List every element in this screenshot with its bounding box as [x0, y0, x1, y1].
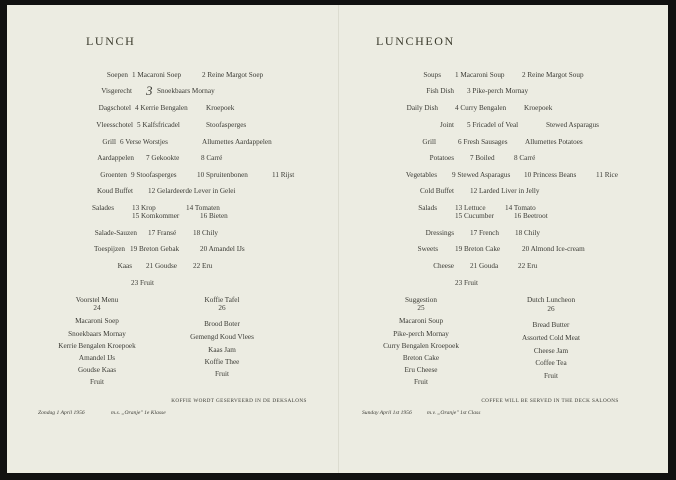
right-fruit: 23 Fruit: [455, 279, 478, 287]
right-row-item: 7 Boiled: [470, 154, 495, 162]
left-row-item: 14 Tomaten: [186, 204, 220, 212]
right-set1-item: Breton Cake: [402, 354, 440, 362]
left-row-item: 22 Eru: [193, 262, 213, 270]
right-row-label: Cheese: [433, 262, 454, 270]
left-row-item: Kroepoek: [206, 104, 235, 112]
left-row-item: 7 Gekookte: [146, 154, 180, 162]
left-row-label: Visgerecht: [101, 87, 132, 95]
right-row-item: 5 Fricadel of Veal: [467, 121, 519, 129]
left-set1-item: Snoekbaars Mornay: [68, 330, 126, 338]
right-row-item: 20 Almond Ice-cream: [522, 245, 585, 253]
right-row-item: 19 Breton Cake: [455, 245, 501, 253]
left-row-label: Salades: [92, 204, 114, 212]
left-row-item: Allumettes Aardappelen: [202, 138, 272, 146]
left-set1-number: 24: [93, 304, 101, 312]
left-set1-item: Fruit: [90, 378, 104, 386]
right-row-item: 14 Tomato: [505, 204, 536, 212]
left-row-item: 15 Komkommer: [132, 212, 180, 220]
left-row-item: 2 Reine Margot Soep: [202, 71, 264, 79]
right-set2-item: Coffee Tea: [535, 359, 567, 367]
left-footer-date: Zondag 1 April 1956: [38, 410, 85, 416]
left-set1-title: Voorstel Menu: [75, 296, 119, 304]
right-row-label: Sweets: [417, 245, 438, 253]
left-row-item: 13 Krop: [132, 204, 156, 212]
right-footer-date: Sunday April 1st 1956: [362, 410, 412, 416]
right-set2-item: Cheese Jam: [533, 347, 569, 355]
right-row-item: 1 Macaroni Soup: [455, 71, 505, 79]
left-fruit: 23 Fruit: [131, 279, 154, 287]
right-row-item: 10 Princess Beans: [524, 171, 577, 179]
right-set2-number: 26: [547, 305, 555, 313]
left-row-item: 4 Kerrie Bengalen: [135, 104, 188, 112]
right-row-item: 9 Stewed Asparagus: [452, 171, 511, 179]
right-set1-item: Eru Cheese: [404, 366, 438, 374]
left-row-label: Soepen: [106, 71, 128, 79]
right-row-label: Salads: [418, 204, 437, 212]
left-row-label: Dagschotel: [98, 104, 131, 112]
left-row-item: 19 Breton Gebak: [130, 245, 180, 253]
right-row-item: 13 Lettuce: [455, 204, 486, 212]
left-row-item: 5 Kalfsfricadel: [137, 121, 180, 129]
left-row-item: 10 Spruitenbonen: [197, 171, 248, 179]
right-row-label: Vegetables: [405, 171, 437, 179]
left-row-item: 18 Chily: [193, 229, 218, 237]
left-row-label: Groenten: [100, 171, 127, 179]
left-row-item: Snoekbaars Mornay: [157, 87, 215, 95]
right-set1-item: Pike-perch Mornay: [393, 330, 449, 338]
right-row-label: Dressings: [425, 229, 454, 237]
left-set2-title: Koffie Tafel: [204, 296, 240, 304]
right-row-item: Allumettes Potatoes: [525, 138, 583, 146]
right-row-item: 18 Chily: [515, 229, 540, 237]
right-row-item: 8 Carré: [514, 154, 536, 162]
center-fold: [338, 5, 339, 473]
right-row-item: 4 Curry Bengalen: [455, 104, 507, 112]
right-row-label: Soups: [423, 71, 441, 79]
left-row-label: Koud Buffet: [96, 187, 133, 195]
right-row-item: Stewed Asparagus: [546, 121, 599, 129]
right-row-item: 22 Eru: [518, 262, 538, 270]
left-set2-item: Koffie Thee: [204, 358, 240, 366]
left-set2-item: Brood Boter: [204, 320, 240, 328]
right-row-item: 6 Fresh Sausages: [458, 138, 508, 146]
left-row-item: 9 Stoofasperges: [131, 171, 177, 179]
right-row-item: 21 Gouda: [470, 262, 499, 270]
right-row-item: 17 French: [470, 229, 499, 237]
right-row-label: Grill: [422, 138, 436, 146]
right-set1-item: Curry Bengalen Kroepoek: [383, 342, 459, 350]
left-set1-item: Amandel IJs: [78, 354, 116, 362]
left-row-item: Stoofasperges: [206, 121, 247, 129]
right-set2-item: Bread Butter: [532, 321, 570, 329]
right-footer-ship: m.v. „Oranje" 1st Class: [427, 410, 481, 416]
left-row-item: 6 Verse Worstjes: [120, 138, 168, 146]
left-set2-item: Kaas Jam: [208, 346, 236, 354]
left-coffee-notice: KOFFIE WORDT GESERVEERD IN DE DEKSALONS: [171, 398, 307, 404]
right-row-label: Fish Dish: [426, 87, 454, 95]
right-row-label: Daily Dish: [406, 104, 438, 112]
left-set2-item: Gemengd Koud Vlees: [190, 333, 254, 341]
right-set1-number: 25: [417, 304, 425, 312]
right-set1-title: Suggestion: [405, 296, 437, 304]
right-row-item: 16 Beetroot: [514, 212, 548, 220]
left-row-label: Toespijzen: [93, 245, 125, 253]
right-title: LUNCHEON: [376, 34, 455, 48]
left-row-number: 3: [146, 83, 153, 98]
right-row-label: Joint: [440, 121, 454, 129]
left-row-item: 16 Bieten: [200, 212, 228, 220]
right-set1-item: Macaroni Soup: [398, 317, 444, 325]
left-set2-item: Fruit: [215, 370, 229, 378]
left-row-label: Vleesschotel: [96, 121, 133, 129]
left-row-label: Kaas: [117, 262, 132, 270]
right-coffee-notice: COFFEE WILL BE SERVED IN THE DECK SALOONS: [481, 398, 619, 404]
left-set1-item: Macaroni Soep: [75, 317, 119, 325]
left-row-item: 11 Rijst: [272, 171, 295, 179]
right-row-item: 3 Pike-perch Mornay: [467, 87, 529, 95]
left-title: LUNCH: [86, 34, 136, 48]
left-footer-ship: m.s. „Oranje" 1e Klasse: [111, 410, 166, 416]
right-row-item: 12 Larded Liver in Jelly: [470, 187, 540, 195]
right-row-label: Potatoes: [429, 154, 454, 162]
right-row-item: 15 Cucumber: [455, 212, 494, 220]
right-set2-item: Fruit: [544, 372, 558, 380]
left-row-label: Grill: [102, 138, 116, 146]
left-row-item: 20 Amandel IJs: [200, 245, 245, 253]
right-row-item: Kroepoek: [524, 104, 553, 112]
left-set1-item: Goudse Kaas: [77, 366, 117, 374]
left-set2-number: 26: [218, 304, 226, 312]
right-row-label: Cold Buffet: [419, 187, 454, 195]
left-row-item: 8 Carré: [201, 154, 223, 162]
left-row-label: Aardappelen: [97, 154, 134, 162]
left-row-item: 21 Goudse: [146, 262, 177, 270]
left-row-item: 12 Gelardeerde Lever in Gelei: [148, 187, 236, 195]
right-row-item: 11 Rice: [596, 171, 618, 179]
right-row-item: 2 Reine Margot Soup: [522, 71, 584, 79]
left-row-label: Salade-Sauzen: [94, 229, 137, 237]
left-set1-item: Kerrie Bengalen Kroepoek: [58, 342, 136, 350]
right-set2-title: Dutch Luncheon: [526, 296, 576, 304]
right-set2-item: Assorted Cold Meat: [522, 334, 580, 342]
right-set1-item: Fruit: [414, 378, 428, 386]
left-row-item: 17 Fransé: [148, 229, 177, 237]
left-row-item: 1 Macaroni Soep: [132, 71, 182, 79]
